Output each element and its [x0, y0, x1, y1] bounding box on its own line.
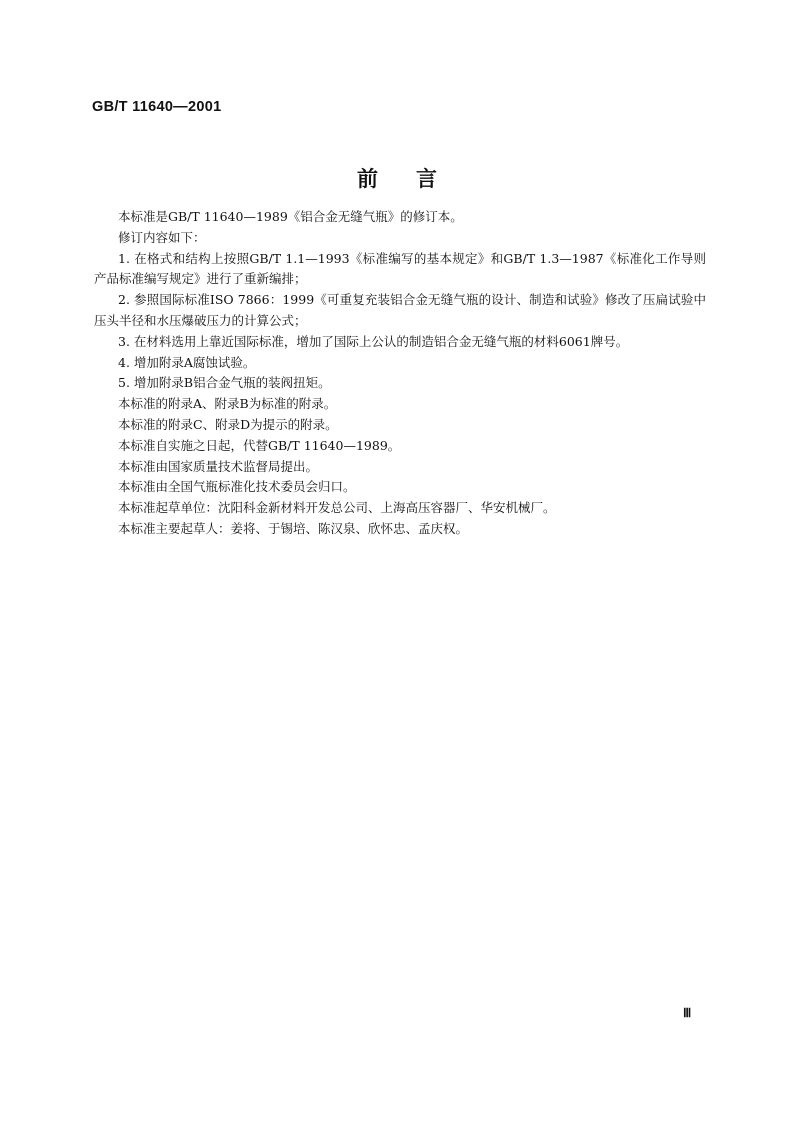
- paragraph-proposed-by: 本标准由国家质量技术监督局提出。: [118, 458, 319, 474]
- paragraph-drafters: 本标准主要起草人：姜将、于锡培、陈汉泉、欣怀忠、孟庆权。: [118, 520, 469, 536]
- paragraph-normative-annexes: 本标准的附录A、附录B为标准的附录。: [118, 396, 337, 412]
- paragraph-revision-item-5: 5. 增加附录B铝合金气瓶的装阀扭矩。: [118, 375, 331, 391]
- page-number: Ⅲ: [683, 1006, 692, 1020]
- paragraph-revision-item-2: 2. 参照国际标准ISO 7866：1999《可重复充装铝合金无缝气瓶的设计、制造和试验》修改了压扁试验中压头半径和水压爆破压力的计算公式；: [94, 292, 706, 328]
- standard-code: GB/T 11640—2001: [92, 99, 222, 115]
- paragraph-replacement: 本标准自实施之日起，代替GB/T 11640—1989。: [118, 437, 401, 453]
- paragraph-revision-item-4: 4. 增加附录A腐蚀试验。: [118, 354, 256, 370]
- paragraph-revision-heading: 修订内容如下：: [118, 229, 206, 245]
- paragraph-informative-annexes: 本标准的附录C、附录D为提示的附录。: [118, 416, 338, 432]
- page-title: 前言: [357, 167, 475, 191]
- paragraph-revision-item-1: 1. 在格式和结构上按照GB/T 1.1—1993《标准编写的基本规定》和GB/T 1.3—1987《标准化工作导则 产品标准编写规定》进行了重新编排；: [94, 250, 719, 287]
- paragraph-intro: 本标准是GB/T 11640—1989《铝合金无缝气瓶》的修订本。: [118, 209, 463, 224]
- foreword-body: [94, 207, 719, 540]
- paragraph-under-jurisdiction: 本标准由全国气瓶标准化技术委员会归口。: [118, 479, 356, 495]
- paragraph-revision-item-3: 3. 在材料选用上靠近国际标准，增加了国际上公认的制造铝合金无缝气瓶的材料6061牌号。: [118, 333, 629, 349]
- paragraph-drafting-units: 本标准起草单位：沈阳科金新材料开发总公司、上海高压容器厂、华安机械厂。: [118, 500, 556, 516]
